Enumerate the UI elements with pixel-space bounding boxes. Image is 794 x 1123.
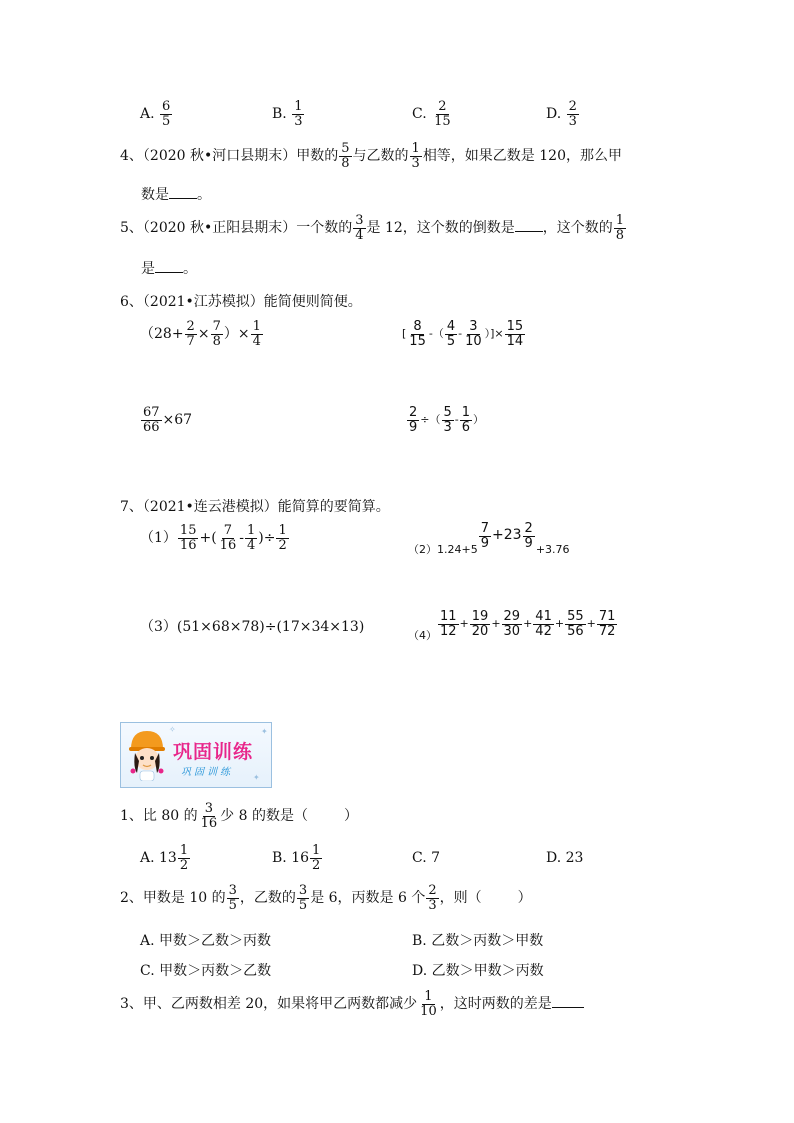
q3-option-b xyxy=(272,100,305,128)
fraction xyxy=(297,884,309,912)
fraction xyxy=(597,610,618,638)
q6-expression-1 xyxy=(140,320,264,348)
denominator: 72 xyxy=(598,623,616,639)
fraction xyxy=(407,406,419,434)
denominator: 15 xyxy=(409,333,426,349)
question-text: 是 6，丙数是 6 个 xyxy=(310,890,426,907)
numerator: 6 xyxy=(162,99,171,114)
numerator: 7 xyxy=(212,319,221,334)
plus-sign: + xyxy=(491,617,501,631)
denominator: 6 xyxy=(461,419,471,435)
fraction xyxy=(438,610,459,638)
q6-expression-2 xyxy=(402,320,526,348)
denominator: 12 xyxy=(440,623,457,639)
option-label: A. xyxy=(140,106,155,123)
fraction xyxy=(567,100,579,128)
numerator: 3 xyxy=(469,319,478,334)
numerator: 67 xyxy=(143,405,160,420)
denominator: 14 xyxy=(506,333,524,349)
option-label: C. xyxy=(412,106,427,123)
numerator: 1 xyxy=(252,319,261,334)
fraction xyxy=(310,844,322,872)
p1-option-c: C. 7 xyxy=(412,850,441,866)
denominator: 7 xyxy=(186,333,195,349)
numerator: 2 xyxy=(438,99,447,114)
denominator: 9 xyxy=(480,535,489,551)
q3-option-d xyxy=(546,100,580,128)
star-icon: ✦ xyxy=(261,727,268,736)
denominator: 5 xyxy=(162,113,171,129)
badge-subtitle: 巩固训练 xyxy=(181,767,233,778)
fraction xyxy=(185,320,197,348)
fraction xyxy=(479,522,491,550)
fraction xyxy=(426,884,438,912)
numerator: 8 xyxy=(413,319,422,334)
numerator: 3 xyxy=(298,883,308,898)
numerator: 1 xyxy=(312,843,321,858)
q7-expression-4 xyxy=(408,610,618,643)
expr-text: （1） xyxy=(140,530,177,547)
q3-option-c xyxy=(412,100,454,128)
consolidation-badge xyxy=(120,722,272,788)
badge-title: 巩固训练 xyxy=(173,741,254,763)
question-text: 5、（2020 秋•正阳县期末）一个数的 xyxy=(120,220,353,237)
answer-blank[interactable] xyxy=(169,186,197,199)
question-text: 4、（2020 秋•河口县期末）甲数的 xyxy=(120,148,339,165)
fraction xyxy=(460,406,472,434)
question-7-title: 7、（2021•连云港模拟）能简算的要简算。 xyxy=(120,499,390,515)
q7-expression-2 xyxy=(408,522,570,557)
option-label: B. xyxy=(272,106,287,123)
fraction xyxy=(565,610,586,638)
answer-blank[interactable] xyxy=(552,995,584,1008)
denominator: 3 xyxy=(568,113,577,129)
fraction xyxy=(442,406,454,434)
answer-blank[interactable] xyxy=(155,260,183,273)
numerator: 1 xyxy=(411,141,420,156)
question-text: 数是 xyxy=(141,187,169,203)
question-text: ） xyxy=(343,808,358,825)
numerator: 1 xyxy=(615,213,625,228)
numerator: 1 xyxy=(461,405,471,420)
expr-text: - xyxy=(239,530,244,547)
question-text: 2、甲数是 10 的 xyxy=(120,890,226,907)
denominator: 4 xyxy=(355,227,364,243)
numerator: 2 xyxy=(568,99,577,114)
fraction xyxy=(211,320,223,348)
question-text: 相等，如果乙数是 120，那么甲 xyxy=(422,148,622,165)
fraction xyxy=(218,524,239,552)
denominator: 20 xyxy=(471,623,489,639)
fraction xyxy=(178,524,199,552)
star-icon: ✦ xyxy=(253,773,260,782)
plus-sign: + xyxy=(459,617,469,631)
denominator: 9 xyxy=(524,535,533,551)
practice-3-question xyxy=(120,990,584,1018)
question-text: 1、比 80 的 xyxy=(120,808,198,825)
fraction xyxy=(199,802,220,830)
numerator: 3 xyxy=(204,801,214,816)
cartoon-girl-icon xyxy=(127,727,167,781)
denominator: 4 xyxy=(252,333,261,349)
q3-option-a xyxy=(140,100,173,128)
question-4-line-1 xyxy=(120,142,622,170)
expr-text: （28+ xyxy=(140,326,184,343)
question-text: ） xyxy=(517,890,532,907)
option-label: D. xyxy=(546,106,562,123)
fraction xyxy=(251,320,263,348)
question-text: 3、甲、乙两数相差 20，如果将甲乙两数都减少 xyxy=(120,996,418,1013)
denominator: 16 xyxy=(179,537,197,553)
denominator: 5 xyxy=(298,897,308,913)
plus-sign: + xyxy=(586,617,596,631)
numerator: 1 xyxy=(294,99,303,114)
numerator: 1 xyxy=(246,523,256,538)
expr-text: × xyxy=(197,326,210,343)
fraction xyxy=(505,320,526,348)
practice-2-question xyxy=(120,884,532,912)
fraction xyxy=(418,990,439,1018)
fraction xyxy=(502,610,523,638)
denominator: 10 xyxy=(420,1003,437,1019)
denominator: 66 xyxy=(143,419,160,435)
numerator: 1 xyxy=(424,989,433,1004)
expr-text: [ xyxy=(402,327,407,341)
mixed-integer: 16 xyxy=(291,850,310,867)
denominator: 42 xyxy=(535,623,552,639)
expr-text: ÷（ xyxy=(420,413,441,427)
denominator: 30 xyxy=(503,623,521,639)
numerator: 15 xyxy=(179,523,197,538)
expr-text: ×67 xyxy=(162,412,193,429)
fraction xyxy=(292,100,304,128)
question-4-line-2 xyxy=(141,184,211,204)
numerator: 2 xyxy=(428,883,437,898)
numerator: 3 xyxy=(228,883,237,898)
denominator: 3 xyxy=(428,897,437,913)
denominator: 4 xyxy=(246,537,256,553)
fraction xyxy=(160,100,172,128)
fraction xyxy=(407,320,428,348)
question-text: ，则（ xyxy=(439,890,482,907)
fraction xyxy=(339,142,351,170)
q7-expression-1 xyxy=(140,524,290,552)
numerator: 15 xyxy=(506,319,524,334)
p1-option-d: D. 23 xyxy=(546,850,584,866)
fraction xyxy=(276,524,288,552)
q6-expression-3 xyxy=(140,406,192,434)
fraction xyxy=(463,320,484,348)
denominator: 16 xyxy=(200,815,218,831)
denominator: 8 xyxy=(212,333,221,349)
question-text: 是 xyxy=(141,261,155,277)
numerator: 2 xyxy=(409,405,418,420)
denominator: 10 xyxy=(465,333,482,349)
expr-text: ） xyxy=(473,413,485,427)
denominator: 3 xyxy=(294,113,303,129)
fraction xyxy=(432,100,453,128)
p1-option-a xyxy=(140,844,191,872)
q6-expression-4 xyxy=(406,406,484,434)
expr-text: ）× xyxy=(223,326,250,343)
expr-text: （2）1.24+5 xyxy=(408,543,478,557)
expr-text: - xyxy=(454,413,459,427)
denominator: 2 xyxy=(179,857,189,873)
numerator: 5 xyxy=(341,141,350,156)
numerator: 11 xyxy=(440,609,457,624)
plus-sign: + xyxy=(554,617,565,631)
denominator: 5 xyxy=(446,333,456,349)
p2-option-b: B. 乙数＞丙数＞甲数 xyxy=(412,933,544,949)
question-6-title: 6、（2021•江苏模拟）能简便则简便。 xyxy=(120,294,362,310)
p2-option-a: A. 甲数＞乙数＞丙数 xyxy=(140,933,272,949)
expr-text: ）]× xyxy=(484,327,504,341)
fraction xyxy=(614,214,626,242)
answer-blank[interactable] xyxy=(515,219,543,232)
fraction xyxy=(533,610,554,638)
p2-option-c: C. 甲数＞丙数＞乙数 xyxy=(140,963,272,979)
denominator: 8 xyxy=(615,227,625,243)
expr-text: （4） xyxy=(408,629,437,643)
question-text: ，这时两数的差是 xyxy=(439,996,552,1013)
fraction xyxy=(470,610,491,638)
question-5-line-2 xyxy=(141,258,197,278)
numerator: 55 xyxy=(567,609,584,624)
expr-text: +( xyxy=(199,530,217,547)
denominator: 9 xyxy=(409,419,418,435)
expr-text: +23 xyxy=(492,527,522,544)
question-text: 与乙数的 xyxy=(352,148,409,165)
fraction xyxy=(227,884,239,912)
denominator: 8 xyxy=(341,155,350,171)
option-label: A. xyxy=(140,850,155,867)
plus-sign: + xyxy=(523,617,533,631)
question-text: ，乙数的 xyxy=(239,890,296,907)
question-5-line-1 xyxy=(120,214,627,242)
numerator: 19 xyxy=(471,609,489,624)
q7-expression-3: （3）(51×68×78)÷(17×34×13) xyxy=(140,619,365,635)
fraction xyxy=(141,406,162,434)
mixed-integer: 13 xyxy=(159,850,177,867)
denominator: 5 xyxy=(228,897,237,913)
p1-option-b xyxy=(272,844,323,872)
question-text: 是 12，这个数的倒数是 xyxy=(366,220,515,237)
numerator: 71 xyxy=(598,609,616,624)
numerator: 29 xyxy=(503,609,521,624)
denominator: 15 xyxy=(434,113,451,129)
numerator: 4 xyxy=(446,319,456,334)
p2-option-d: D. 乙数＞甲数＞丙数 xyxy=(412,963,544,979)
numerator: 2 xyxy=(186,319,195,334)
question-text: ，这个数的 xyxy=(542,220,613,237)
fraction xyxy=(353,214,365,242)
numerator: 7 xyxy=(223,523,233,538)
numerator: 5 xyxy=(443,405,452,420)
question-text: 。 xyxy=(197,187,211,203)
denominator: 2 xyxy=(278,537,287,553)
fraction xyxy=(523,522,535,550)
option-label: B. xyxy=(272,850,287,867)
expr-text: - xyxy=(458,327,463,341)
expr-text: -（ xyxy=(428,327,444,341)
fraction xyxy=(445,320,457,348)
denominator: 16 xyxy=(219,537,237,553)
numerator: 1 xyxy=(278,523,287,538)
numerator: 1 xyxy=(179,843,189,858)
numerator: 41 xyxy=(535,609,552,624)
question-text: 。 xyxy=(183,261,197,277)
numerator: 2 xyxy=(524,521,533,536)
question-text: 少 8 的数是（ xyxy=(220,808,308,825)
denominator: 2 xyxy=(312,857,321,873)
fraction xyxy=(245,524,257,552)
fraction xyxy=(410,142,422,170)
numerator: 7 xyxy=(480,521,489,536)
practice-1-question xyxy=(120,802,358,830)
denominator: 3 xyxy=(443,419,452,435)
denominator: 56 xyxy=(567,623,584,639)
expr-text: )÷ xyxy=(258,530,276,547)
star-icon: ✧ xyxy=(169,725,176,734)
numerator: 3 xyxy=(355,213,364,228)
denominator: 3 xyxy=(411,155,420,171)
expr-text: +3.76 xyxy=(535,543,570,557)
fraction xyxy=(178,844,190,872)
